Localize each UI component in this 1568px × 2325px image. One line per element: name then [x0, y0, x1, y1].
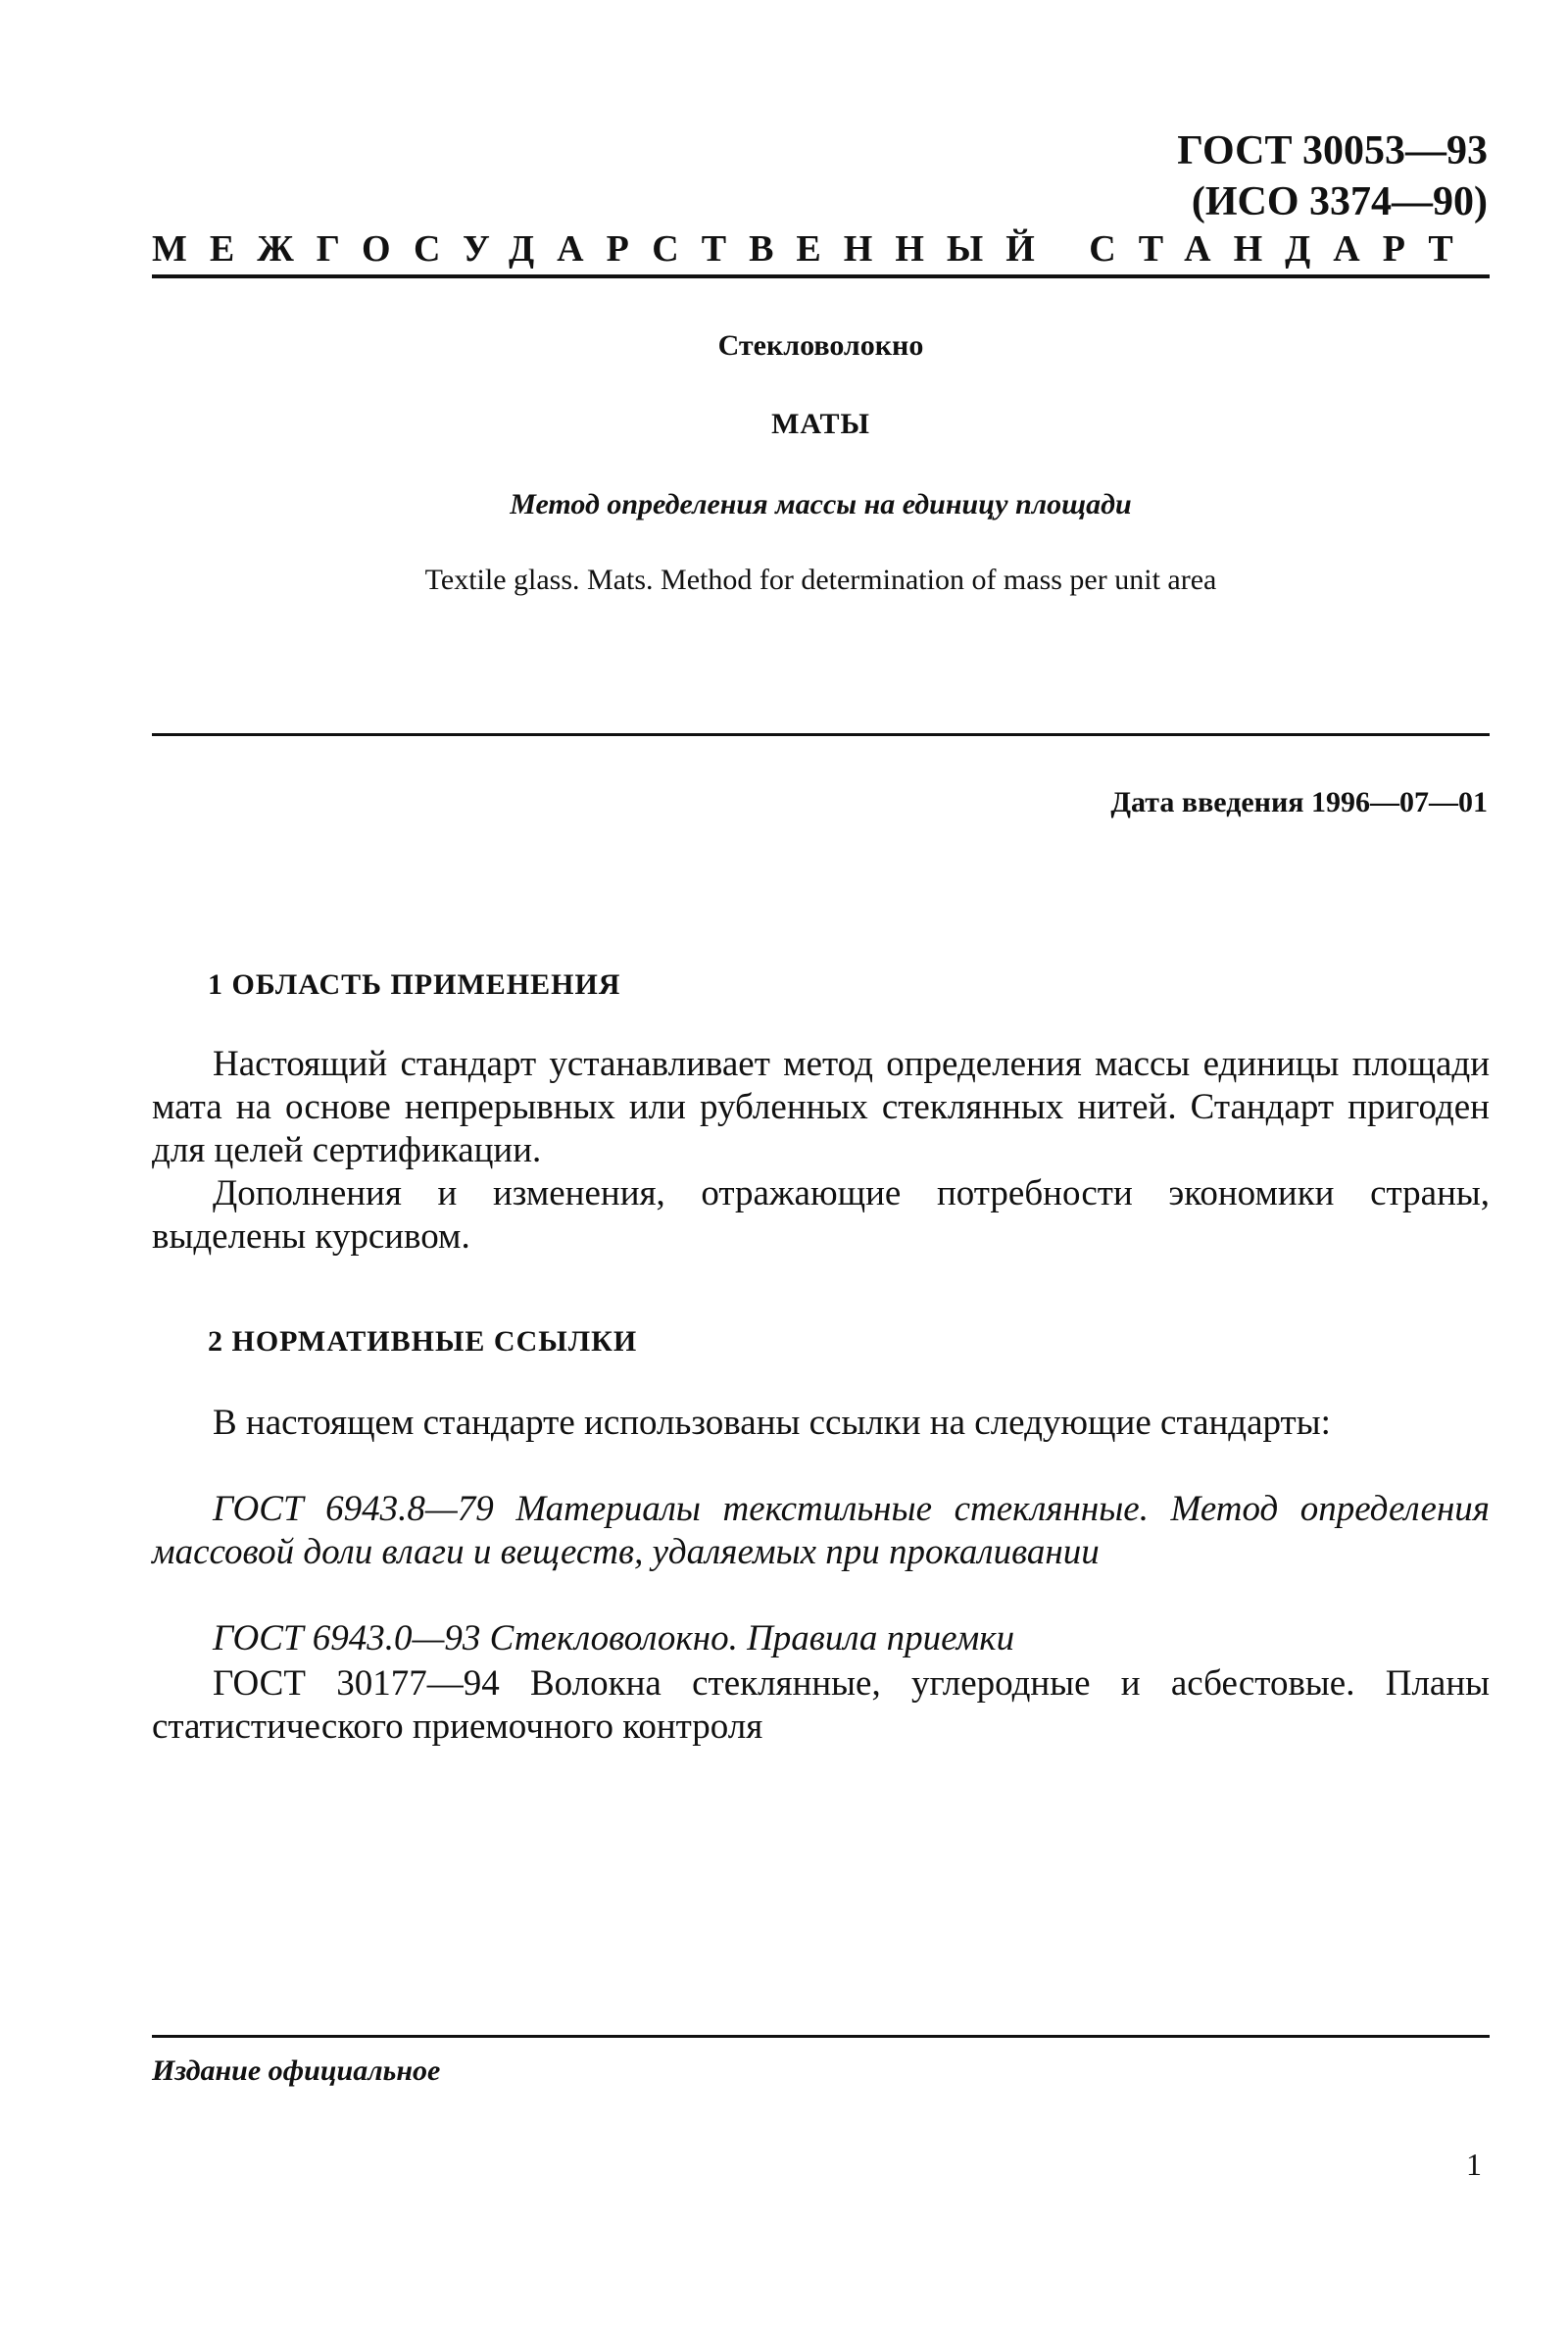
footer-divider	[152, 2035, 1490, 2038]
references-intro: В настоящем стандарте использованы ссылки на следующие стандарты:	[213, 1403, 1331, 1443]
header-divider	[152, 274, 1490, 278]
title-product: МАТЫ	[771, 408, 870, 440]
title-method: Метод определения массы на единицу площади	[510, 488, 1132, 520]
title-english: Textile glass. Mats. Method for determination of mass per unit area	[424, 564, 1217, 596]
introduction-date: Дата введения 1996—07—01	[1110, 786, 1488, 818]
reference-item: ГОСТ 6943.8—79 Материалы текстильные стеклянные. Метод определения массовой доли влаги и веществ, удаляемых при прокаливании	[152, 1489, 1490, 1572]
gost-number: ГОСТ 30053—93	[1177, 128, 1488, 173]
iso-number: (ИСО 3374—90)	[1191, 179, 1488, 224]
standard-number-block	[1177, 125, 1488, 227]
scope-paragraph-additions: Дополнения и изменения, отражающие потребности экономики страны, выделены курсивом.	[152, 1173, 1490, 1257]
section-heading-scope: 1 ОБЛАСТЬ ПРИМЕНЕНИЯ	[208, 968, 621, 1001]
section-heading-references: 2 НОРМАТИВНЫЕ ССЫЛКИ	[208, 1325, 638, 1358]
page-number: 1	[1466, 2147, 1482, 2182]
reference-item: ГОСТ 6943.0—93 Стекловолокно. Правила приемки	[213, 1618, 1015, 1658]
official-edition-note: Издание официальное	[152, 2054, 441, 2087]
reference-item: ГОСТ 30177—94 Волокна стеклянные, углеродные и асбестовые. Планы статистического приемочного контроля	[152, 1663, 1490, 1747]
interstate-standard-banner: МЕЖГОСУДАРСТВЕННЫЙ СТАНДАРТ	[152, 228, 1476, 270]
title-divider	[152, 733, 1490, 736]
scope-paragraph: Настоящий стандарт устанавливает метод определения массы единицы площади мата на основе непрерывных или рубленных стеклянных нитей. Стандарт пригоден для целей сертификации.	[152, 1044, 1490, 1170]
title-category: Стекловолокно	[717, 329, 924, 362]
